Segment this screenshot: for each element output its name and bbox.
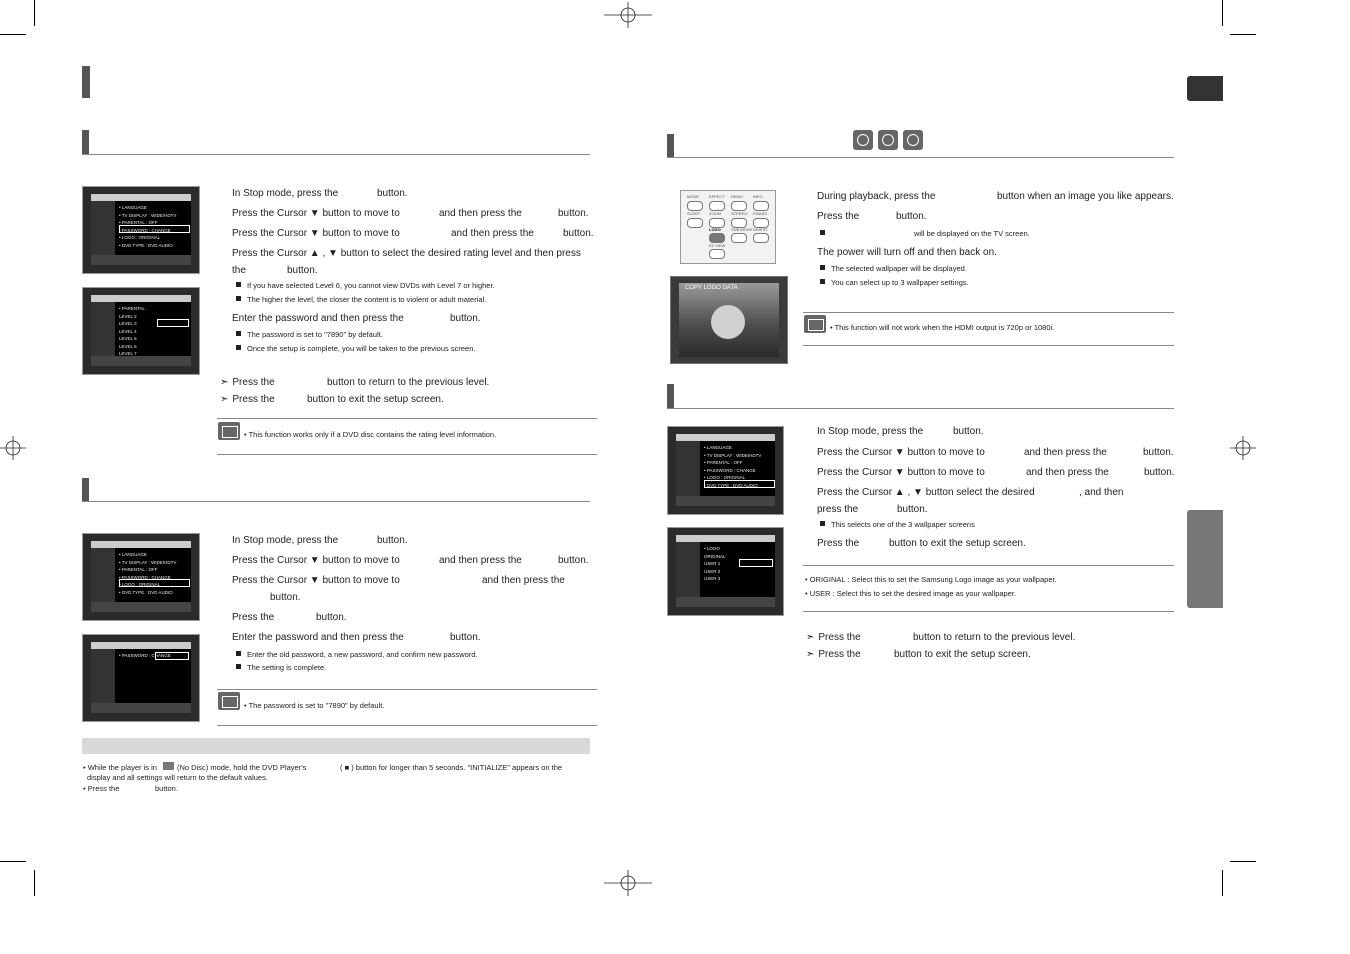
press-line-exit-text: button to exit the setup screen. (894, 649, 1031, 660)
setup-screen-password (82, 533, 200, 621)
initialize-line-1b: (No Disc) mode, hold the DVD Player's (177, 763, 307, 772)
screen-menu-row: LEVEL 3 (119, 321, 137, 326)
pw-step-5: Enter the password and then press the (232, 632, 404, 643)
crop-mark (34, 0, 35, 26)
bullet-original: • ORIGINAL : Select this to set the Samsung Logo image as your wallpaper. (805, 575, 1057, 584)
arrow-icon: ➣ (806, 632, 815, 643)
section-header-bar (667, 384, 674, 408)
copy-logo-data-label: COPY LOGO DATA (685, 285, 738, 291)
screen-menu-row: USER 2 (704, 568, 721, 574)
remote-label: MODE (687, 194, 699, 199)
step-4-end: button. (287, 265, 318, 276)
crop-mark (1230, 861, 1256, 862)
section-rule (667, 157, 1174, 158)
remote-control-illustration (680, 190, 776, 264)
screen-menu-row: • LANGUAGE (119, 205, 147, 210)
setup-screen-password-change (82, 634, 200, 722)
crop-mark (0, 34, 26, 35)
section-rule (82, 154, 590, 155)
pw-step-2-end: button. (558, 555, 589, 566)
ls-step-2-mid: and then press the (1024, 447, 1107, 458)
ls-step-4-cont: press the (817, 504, 859, 515)
bullet-rule (803, 611, 1174, 612)
dvd-disc-icon (853, 130, 873, 150)
remote-label: SLEEP (687, 211, 700, 216)
remote-button-effect (709, 201, 725, 211)
remote-button-logo (709, 233, 725, 243)
screen-menu-row: • LOGO (704, 546, 720, 551)
crop-mark (1222, 870, 1223, 896)
sub-note: You can select up to 3 wallpaper settings. (820, 278, 969, 287)
screen-menu-row: • PASSWORD : CHANGE (704, 467, 756, 473)
logo-step-2: Press the (817, 211, 860, 222)
note-text: • This function will not work when the HDMI output is 720p or 1080i. (830, 323, 1055, 332)
note-text: • The password is set to "7890" by default. (244, 701, 385, 710)
pw-step-4-end: button. (316, 612, 347, 623)
remote-label: DEMO (731, 194, 743, 199)
jpeg-disc-icon (903, 130, 923, 150)
screen-menu-row: • TV DISPLAY : WIDE/HDTV (119, 212, 177, 218)
section-header-bar (667, 134, 674, 158)
initialize-line-3a: • Press the (83, 784, 120, 793)
screen-menu-row: • LOGO : ORIGINAL (119, 582, 161, 587)
initialize-line-2: display and all settings will return to the default values. (87, 773, 268, 782)
screen-menu-row: • LOGO : ORIGINAL (119, 235, 161, 240)
screen-menu-row: • PARENTAL : OFF (704, 460, 743, 465)
vcd-disc-icon (878, 130, 898, 150)
registration-mark-icon (1230, 436, 1256, 460)
child-face-image (711, 305, 745, 339)
section-rule (667, 408, 1174, 409)
note-rule (803, 345, 1174, 346)
sub-note: Once the setup is complete, you will be taken to the previous screen. (236, 344, 475, 353)
arrow-icon: ➣ (220, 377, 229, 388)
crop-mark (0, 861, 26, 862)
note-rule (217, 725, 597, 726)
logo-option-rows (704, 545, 726, 583)
remote-button-info (753, 201, 769, 211)
remote-label: DIGEST (753, 227, 768, 232)
screen-menu-row: ORIGINAL (704, 553, 726, 559)
ls-step-4-end: button. (897, 504, 928, 515)
crop-mark (1222, 0, 1223, 26)
note-text: • This function works only if a DVD disc contains the rating level information. (244, 430, 497, 439)
screen-menu-row: LEVEL 7 (119, 351, 137, 356)
remote-button-mode (687, 201, 703, 211)
step-5: Enter the password and then press the (232, 313, 404, 324)
press-line-return: ➣ Press the (806, 632, 861, 643)
step-3: Press the Cursor ▼ button to move to (232, 228, 400, 239)
press-line-exit: ➣ Press the (220, 394, 275, 405)
note-rule (217, 454, 597, 455)
screen-menu-row: • PARENTAL (119, 306, 145, 311)
step-2-mid: and then press the (439, 208, 522, 219)
ls-step-3-end: button. (1144, 467, 1175, 478)
initialize-line-1c: ( ■ ) button for longer than 5 seconds. "INITIALIZE" appears on the (340, 763, 563, 772)
note-rule (803, 312, 1174, 313)
note-pencil-icon (218, 422, 240, 440)
step-3-mid: and then press the (451, 228, 534, 239)
sub-note: This selects one of the 3 wallpaper screens (820, 520, 975, 529)
step-4-cont: the (232, 265, 246, 276)
sub-note: The selected wallpaper will be displayed. (820, 264, 967, 273)
pw-step-2: Press the Cursor ▼ button to move to (232, 555, 400, 566)
section-rule (82, 501, 590, 502)
step-3-end: button. (563, 228, 594, 239)
ls-step-2-end: button. (1143, 447, 1174, 458)
screen-menu-row: USER 3 (704, 576, 721, 581)
step-4: Press the Cursor ▲ , ▼ button to select the desired rating level and then press (232, 248, 581, 259)
ls-step-3: Press the Cursor ▼ button to move to (817, 467, 985, 478)
crop-mark (1230, 34, 1256, 35)
ls-step-5: Press the (817, 538, 860, 549)
note-pencil-icon (218, 692, 240, 710)
chapter-side-tab (1187, 510, 1223, 608)
logo-step-1: During playback, press the (817, 191, 936, 202)
arrow-icon: ➣ (220, 394, 229, 405)
pw-step-1: In Stop mode, press the (232, 535, 339, 546)
remote-label: P.BASS (753, 211, 767, 216)
pw-step-3-mid: and then press the (482, 575, 565, 586)
remote-label: STEREO (731, 211, 748, 216)
screen-menu-row: LEVEL 6 (119, 343, 137, 349)
registration-mark-icon (604, 2, 652, 28)
screen-menu-row: USER 1 (704, 561, 721, 566)
initialize-header-bar (82, 738, 590, 754)
ls-step-1: In Stop mode, press the (817, 426, 924, 437)
press-line-return-text: button to return to the previous level. (327, 377, 490, 388)
setup-screen-parental-level (82, 287, 200, 375)
note-rule (217, 418, 597, 419)
screen-menu-row: • PASSWORD : CHANGE (119, 574, 171, 580)
sub-note: Enter the old password, a new password, and confirm new password. (236, 650, 478, 659)
screen-menu-row: LEVEL 2 (119, 313, 137, 319)
sub-note: The higher the level, the closer the content is to violent or adult material. (236, 295, 486, 304)
sub-note: If you have selected Level 6, you cannot view DVDs with Level 7 or higher. (236, 281, 495, 290)
screen-menu-row: • PASSWORD : CHANGE (119, 227, 171, 233)
tv-photo-illustration (670, 276, 788, 364)
initialize-line-1a: • While the player is in (83, 763, 157, 772)
chapter-tab (1187, 76, 1223, 101)
remote-button-ezview (709, 249, 725, 259)
bullet-rule (803, 565, 1174, 566)
remote-button-demo (731, 201, 747, 211)
screen-menu-row: LEVEL 4 (119, 328, 137, 334)
note-rule (217, 689, 597, 690)
section-header-bar (82, 130, 89, 154)
setup-screen-parental (82, 186, 200, 274)
pw-step-1-end: button. (377, 535, 408, 546)
sub-note: The password is set to "7890" by default. (236, 330, 383, 339)
ls-step-1-end: button. (953, 426, 984, 437)
setup-screen-logo (667, 426, 784, 515)
ls-step-2: Press the Cursor ▼ button to move to (817, 447, 985, 458)
sub-note: will be displayed on the TV screen. (914, 229, 1030, 238)
setup-screen-logo-select (667, 527, 784, 616)
screen-menu-row: • PASSWORD : CHANGE (119, 653, 171, 658)
logo-step-1-end: button when an image you like appears. (997, 191, 1174, 202)
press-line-return-text: button to return to the previous level. (913, 632, 1076, 643)
step-1-end: button. (377, 188, 408, 199)
sub-note-marker (820, 229, 831, 238)
screen-menu-row: • DVD TYPE : DVD AUDIO (704, 482, 758, 488)
section-header-bar (82, 478, 89, 502)
registration-mark-icon (604, 870, 652, 896)
logo-step-2-end: button. (896, 211, 927, 222)
remote-label: LOGO (709, 227, 721, 232)
screen-menu-row: • DVD TYPE : DVD AUDIO (119, 242, 173, 248)
ls-step-4: Press the Cursor ▲ , ▼ button select the desired (817, 487, 1035, 498)
setup-menu-rows (119, 551, 176, 596)
bullet-user: • USER : Select this to set the desired image as your wallpaper. (805, 589, 1017, 598)
registration-mark-icon (0, 436, 26, 460)
pw-step-2-mid: and then press the (439, 555, 522, 566)
remote-label: INFO (753, 194, 763, 199)
pw-step-3: Press the Cursor ▼ button to move to (232, 575, 400, 586)
screen-menu-row: LEVEL 5 (119, 336, 137, 341)
screen-menu-row: • DVD TYPE : DVD AUDIO (119, 589, 173, 595)
remote-label: EZ VIEW (709, 243, 726, 248)
remote-label: EFFECT (709, 194, 725, 199)
remote-label: ZOOM (709, 211, 721, 216)
step-2-end: button. (558, 208, 589, 219)
logo-step-3: The power will turn off and then back on. (817, 247, 997, 258)
screen-menu-row: • PARENTAL : OFF (119, 220, 158, 225)
no-disc-icon (163, 762, 174, 770)
pw-step-3-end: button. (270, 592, 301, 603)
press-line-return: ➣ Press the (220, 377, 275, 388)
remote-button-sleep (687, 218, 703, 228)
sub-note: The setting is complete. (236, 663, 326, 672)
initialize-line-3b: button. (155, 784, 178, 793)
step-2: Press the Cursor ▼ button to move to (232, 208, 400, 219)
step-1: In Stop mode, press the (232, 188, 339, 199)
crop-mark (34, 870, 35, 896)
press-line-exit: ➣ Press the (806, 649, 861, 660)
step-5-end: button. (450, 313, 481, 324)
ls-step-4-mid: , and then (1079, 487, 1124, 498)
screen-menu-row: • LANGUAGE (704, 445, 732, 450)
screen-menu-row: • PARENTAL : OFF (119, 567, 158, 572)
page-header-bar (82, 66, 90, 98)
screen-menu-row: • TV DISPLAY : WIDE/HDTV (704, 452, 762, 458)
ls-step-3-mid: and then press the (1026, 467, 1109, 478)
remote-label: SUB MODE (731, 227, 753, 232)
remote-button-digest (753, 233, 769, 243)
pw-step-5-end: button. (450, 632, 481, 643)
pw-step-4: Press the (232, 612, 275, 623)
ls-step-5-end: button to exit the setup screen. (889, 538, 1026, 549)
remote-button-submode (731, 233, 747, 243)
screen-menu-row: • TV DISPLAY : WIDE/HDTV (119, 559, 177, 565)
screen-menu-row: • LOGO : ORIGINAL (704, 475, 746, 480)
arrow-icon: ➣ (806, 649, 815, 660)
press-line-exit-text: button to exit the setup screen. (307, 394, 444, 405)
note-pencil-icon (804, 315, 826, 333)
screen-menu-row: • LANGUAGE (119, 552, 147, 557)
